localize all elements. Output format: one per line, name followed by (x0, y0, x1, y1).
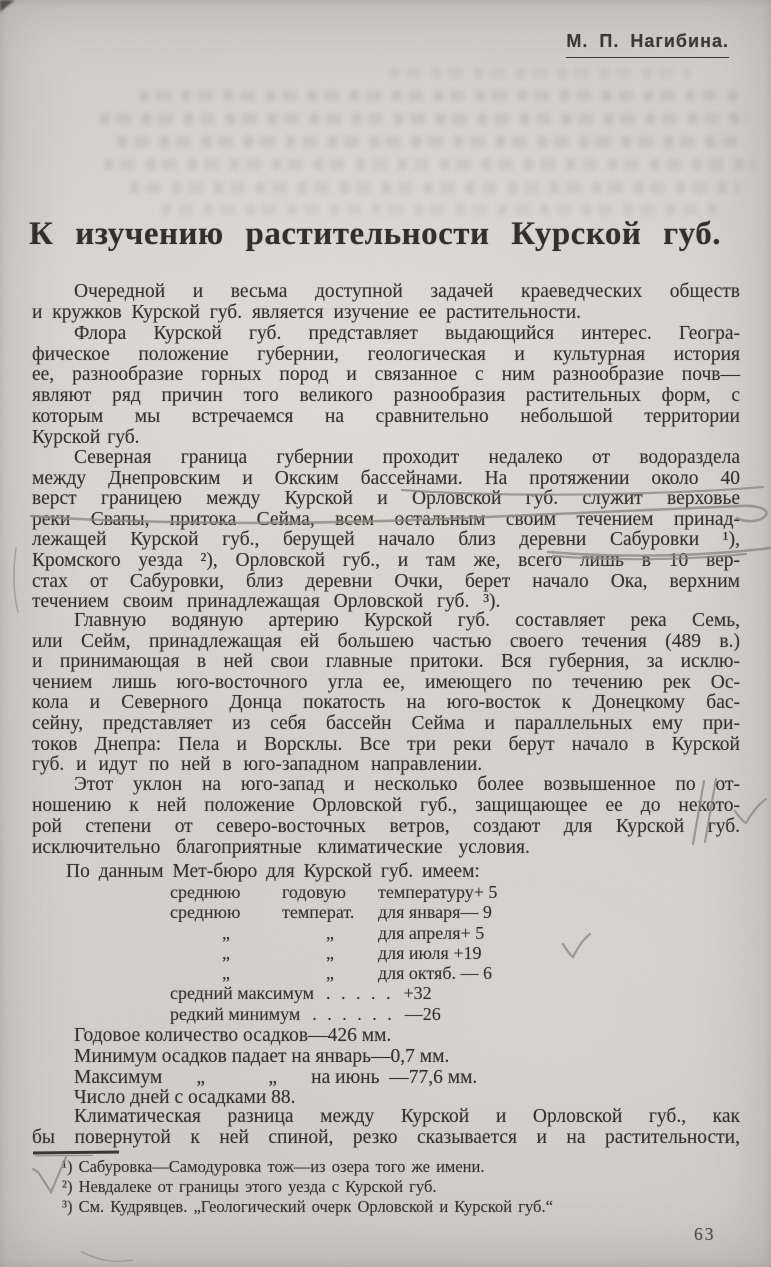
paragraph-northern-border-line-5: лежащей Курской губ., берущей начало близ деревни Сабуровки ¹), (32, 529, 740, 551)
paragraph-rivers-line-4: чением лишь юго-восточного угла ее, имеющего по течению рек Ос- (32, 671, 740, 693)
paragraph-northern-border-line-1: Северная граница губернии проходит недалеко от водораздела (74, 447, 740, 468)
met-data-intro: По данным Мет-бюро для Курской губ. имеем: (66, 861, 480, 882)
corner-smudge (0, 0, 15, 12)
author-name: М. П. Нагибина. (566, 31, 729, 58)
precipitation-list (74, 1026, 477, 1109)
paragraph-climate-slope-line-1: Этот уклон на юго-запад и несколько более возвышенное по от- (74, 774, 740, 795)
paragraph-northern-border-line-4: реки Свапы, притока Сейма, всем остальным своим течением принад- (32, 508, 740, 530)
footnotes-line-1: ¹) Сабуровка—Самодуровка тож—из озера того же имени. (62, 1157, 485, 1176)
met-data-list (170, 882, 530, 1024)
precipitation-list-line-4: Число дней с осадками 88. (74, 1087, 296, 1109)
paragraph-rivers-line-6: сейну, представляет из себя бассейн Сейма и параллельных ему при- (32, 712, 740, 734)
paragraph-flora-line-1: Флора Курской губ. представляет выдающийся интерес. Геогра- (74, 323, 740, 344)
paragraph-flora-line-3: ее, разнообразие горных пород и связанное с ним разнообразие почв— (32, 364, 740, 386)
paragraph-climate-slope (32, 774, 740, 858)
pencil-left-edge-stroke (14, 548, 18, 612)
met-data-list-line-4: „ „ для июля +19 (222, 942, 482, 963)
paragraph-northern-border-line-2: между Днепровским и Окским бассейнами. На протяжении около 40 (32, 467, 740, 489)
paragraph-climate-slope-line-4: исключительно благоприятные климатические условия. (32, 837, 530, 858)
paragraph-rivers-line-1: Главную водяную артерию Курской губ. составляет река Семь, (74, 610, 740, 631)
paragraph-northern-border-line-6: Кромского уезда ²), Орловской губ., и там же, всего лишь в 10 вер- (32, 549, 740, 571)
met-data-list-line-1: среднюю годовую температуру+ 5 (170, 882, 498, 902)
paragraph-intro-line-2: и кружков Курской губ. является изучение ее растительности. (32, 302, 581, 323)
paragraph-climate-difference-line-1: Климатическая разница между Курской и Орловской губ., как (74, 1106, 740, 1127)
paragraph-flora (32, 324, 740, 448)
paragraph-northern-border-line-3: верст границею между Курской и Орловской губ. служит верховье (32, 488, 740, 510)
met-data-list-line-2: среднюю температ. для января— 9 (170, 902, 492, 923)
paragraph-climate-slope-line-2: ношению к ней положение Орловской губ., защищающее ее до некото- (32, 795, 740, 816)
pencil-checkmark-april (563, 934, 590, 957)
page-title: К изучению растительности Курской губ. (29, 216, 721, 252)
paragraph-rivers-line-8: губ. и идут по ней в юго-западном направлении. (32, 754, 483, 776)
precipitation-list-line-3: Максимум „ „ на июнь —77,6 мм. (74, 1066, 478, 1088)
paragraph-rivers-line-5: кола и Северного Донца покатость на юго-восток к Донецкому бас- (32, 692, 740, 714)
paragraph-flora-line-5: которым мы встречаемся на сравнительно небольшой территории (32, 405, 740, 427)
paragraph-northern-border-line-7: стах от Сабуровки, близ деревни Очки, берет начало Ока, верхним (32, 570, 740, 592)
paragraph-climate-slope-line-3: рой степени от северо-восточных ветров, создают для Курской губ. (32, 816, 740, 837)
met-data-list-line-5: „ „ для октяб. — 6 (222, 963, 492, 984)
paragraph-intro (32, 281, 740, 323)
paragraph-intro-line-1: Очередной и весьма доступной задачей краеведческих обществ (74, 281, 740, 302)
paragraph-rivers-line-3: и принимающая в ней свои главные притоки. Вся губерния, за исклю- (32, 651, 740, 673)
paragraph-climate-difference-line-2: бы повернутой к ней спиной, резко сказывается и на растительности, (32, 1126, 740, 1148)
met-data-list-line-7: редкий минимум . . . . . . —26 (170, 1003, 441, 1024)
paragraph-rivers (32, 611, 740, 776)
pencil-bottom-left-stroke (82, 1252, 132, 1261)
footnotes-line-2: ²) Невдалеке от границы этого уезда с Курской губ. (62, 1177, 437, 1197)
paragraph-flora-line-6: Курской губ. (32, 426, 140, 448)
footnotes-line-3: ³) См. Кудрявцев. „Геологический очерк Орловской и Курской губ.“ (62, 1197, 553, 1217)
precipitation-list-line-1: Годовое количество осадков—426 мм. (74, 1025, 392, 1046)
paragraph-northern-border-line-8: течением своим принадлежащая Орловской губ. ³). (32, 591, 501, 613)
met-data-list-line-3: „ „ для апреля+ 5 (222, 922, 485, 943)
paragraph-climate-difference (32, 1107, 740, 1148)
paragraph-flora-line-4: являют ряд причин того великого разнообразия растительных форм, с (32, 385, 740, 407)
page-number: 63 (694, 1224, 716, 1244)
paragraph-flora-line-2: фическое положение губернии, геологическая и культурная история (32, 343, 740, 365)
paragraph-rivers-line-2: или Сейм, принадлежащая ей большею частью своего течения (489 в.) (32, 630, 740, 652)
footnotes (62, 1157, 702, 1218)
met-data-list-line-6: средний максимум . . . . . +32 (170, 983, 432, 1004)
paragraph-northern-border (32, 448, 740, 613)
precipitation-list-line-2: Минимум осадков падает на январь—0,7 мм. (74, 1045, 450, 1067)
footnote-separator (33, 1151, 119, 1154)
paragraph-rivers-line-7: токов Днепра: Пела и Ворсклы. Все три реки берут начало в Курской (32, 733, 740, 755)
